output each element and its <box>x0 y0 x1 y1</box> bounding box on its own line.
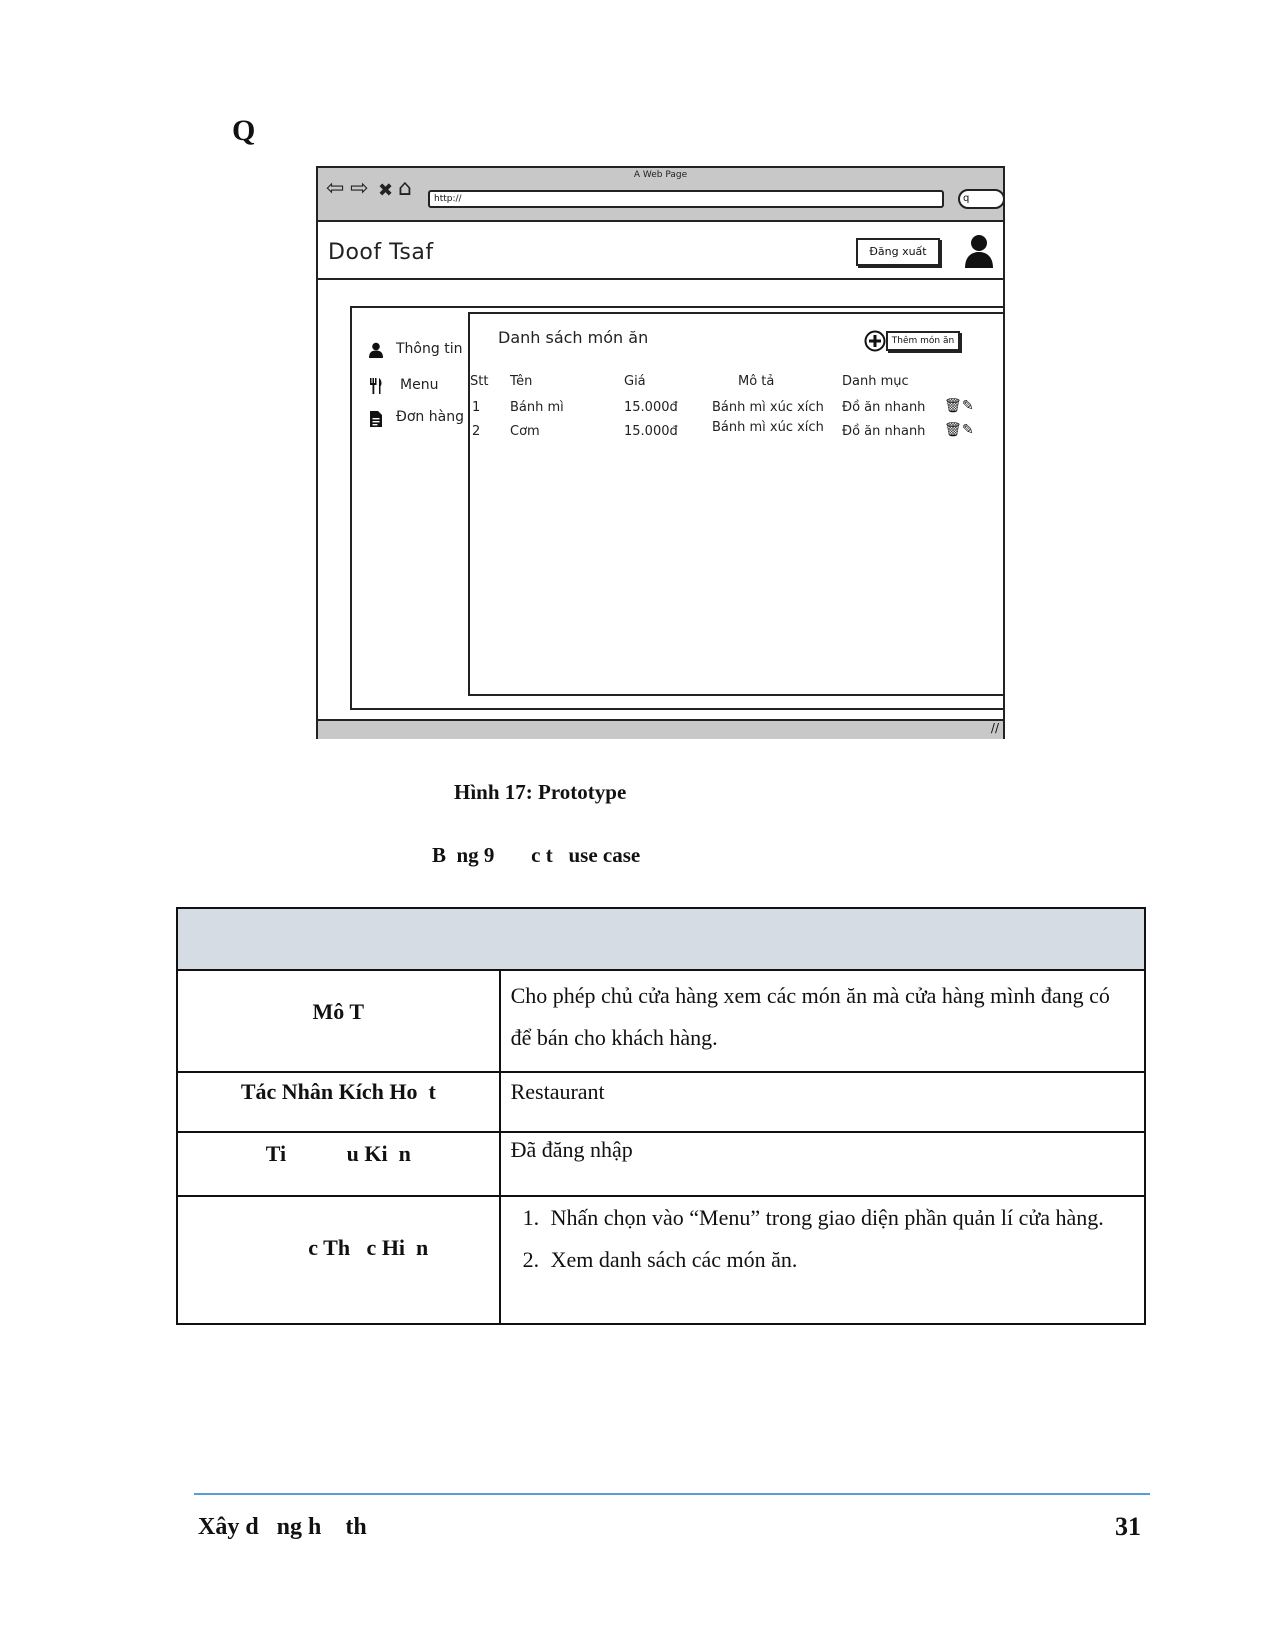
column-header-mo-ta: Mô tả <box>738 374 775 389</box>
resize-handle-icon[interactable]: // <box>990 721 999 735</box>
window-title: A Web Page <box>633 170 688 180</box>
pencil-icon[interactable]: ✎ <box>962 398 974 414</box>
utensils-icon <box>368 378 384 394</box>
arrow-right-icon[interactable]: ⇨ <box>350 176 369 201</box>
table-header-row <box>177 908 1145 970</box>
sidebar-item-don-hang[interactable]: Đơn hàng <box>396 409 464 425</box>
row-value-tien-dieu-kien: Đã đăng nhập <box>500 1132 1145 1196</box>
footer-rule <box>194 1493 1150 1495</box>
row-value-mo-ta: Cho phép chủ cửa hàng xem các món ăn mà cửa hàng mình đang có để bán cho khách hàng. <box>500 970 1145 1072</box>
table-row-2-danh-muc: Đồ ăn nhanh <box>842 424 926 439</box>
home-icon[interactable]: ⌂ <box>398 176 412 201</box>
logout-button[interactable]: Đăng xuất <box>856 238 940 266</box>
trash-icon[interactable]: 🗑 <box>944 422 962 438</box>
browser-status-bar <box>318 719 1003 739</box>
table-row-1-danh-muc: Đồ ăn nhanh <box>842 400 926 415</box>
menu-list-panel <box>468 312 1005 696</box>
column-header-stt: Stt <box>470 374 489 389</box>
browser-toolbar <box>318 168 1003 222</box>
figure-caption: Hình 17: Prototype <box>454 780 627 804</box>
section-heading: Q <box>232 114 256 147</box>
column-header-danh-muc: Danh mục <box>842 374 909 389</box>
table-header-cell <box>177 908 1145 970</box>
pencil-icon[interactable]: ✎ <box>962 422 974 438</box>
table-row-1-mo-ta: Bánh mì xúc xích <box>712 400 824 415</box>
add-dish-button[interactable]: Thêm món ăn <box>886 331 960 351</box>
table-row-1-gia: 15.000đ <box>624 400 678 415</box>
table-row <box>177 1072 1145 1132</box>
table-row <box>177 1196 1145 1324</box>
table-row <box>177 1132 1145 1196</box>
row-label-mo-ta: Mô T <box>177 970 500 1072</box>
table-caption: B ng 9 c t use case <box>432 843 641 867</box>
table-row-2-gia: 15.000đ <box>624 424 678 439</box>
prototype-wireframe <box>316 166 1005 739</box>
sidebar-item-thong-tin[interactable]: Thông tin <box>396 341 463 357</box>
table-row <box>177 970 1145 1072</box>
step-item: 1. Nhấn chọn vào “Menu” trong giao diện phần quản lí cửa hàng. <box>545 1197 1134 1239</box>
user-avatar-icon[interactable] <box>964 234 994 268</box>
plus-circle-icon[interactable] <box>864 330 886 352</box>
document-icon <box>368 410 384 428</box>
user-icon <box>368 342 384 358</box>
column-header-gia: Giá <box>624 374 646 389</box>
search-input[interactable] <box>958 189 1005 209</box>
table-row-2-ten: Cơm <box>510 424 540 439</box>
table-row-1-stt: 1 <box>472 400 481 415</box>
table-row-2-mo-ta: Bánh mì xúc xích <box>712 420 824 435</box>
table-row-1-ten: Bánh mì <box>510 400 564 415</box>
step-item: 2. Xem danh sách các món ăn. <box>545 1239 1134 1281</box>
row-value-tac-nhan: Restaurant <box>500 1072 1145 1132</box>
app-header <box>318 222 1003 280</box>
column-header-ten: Tên <box>510 374 533 389</box>
steps-list <box>511 1197 1134 1281</box>
panel-title: Danh sách món ăn <box>498 328 649 347</box>
table-row-2-stt: 2 <box>472 424 481 439</box>
row-label-thuc-hien: c Th c Hi n <box>177 1196 500 1324</box>
use-case-table <box>176 907 1146 1325</box>
page-number: 31 <box>1115 1512 1141 1541</box>
search-icon: q <box>963 193 970 204</box>
sidebar-item-menu[interactable]: Menu <box>400 377 439 393</box>
url-input[interactable]: http:// <box>428 190 944 208</box>
brand-name: Doof Tsaf <box>328 240 434 265</box>
row-label-tien-dieu-kien: Ti u Ki n <box>177 1132 500 1196</box>
row-value-thuc-hien <box>500 1196 1145 1324</box>
close-icon[interactable]: ✖ <box>378 180 394 201</box>
row-label-tac-nhan: Tác Nhân Kích Ho t <box>177 1072 500 1132</box>
trash-icon[interactable]: 🗑 <box>944 398 962 414</box>
arrow-left-icon[interactable]: ⇦ <box>326 176 345 201</box>
footer-title: Xây d ng h th <box>198 1514 367 1540</box>
